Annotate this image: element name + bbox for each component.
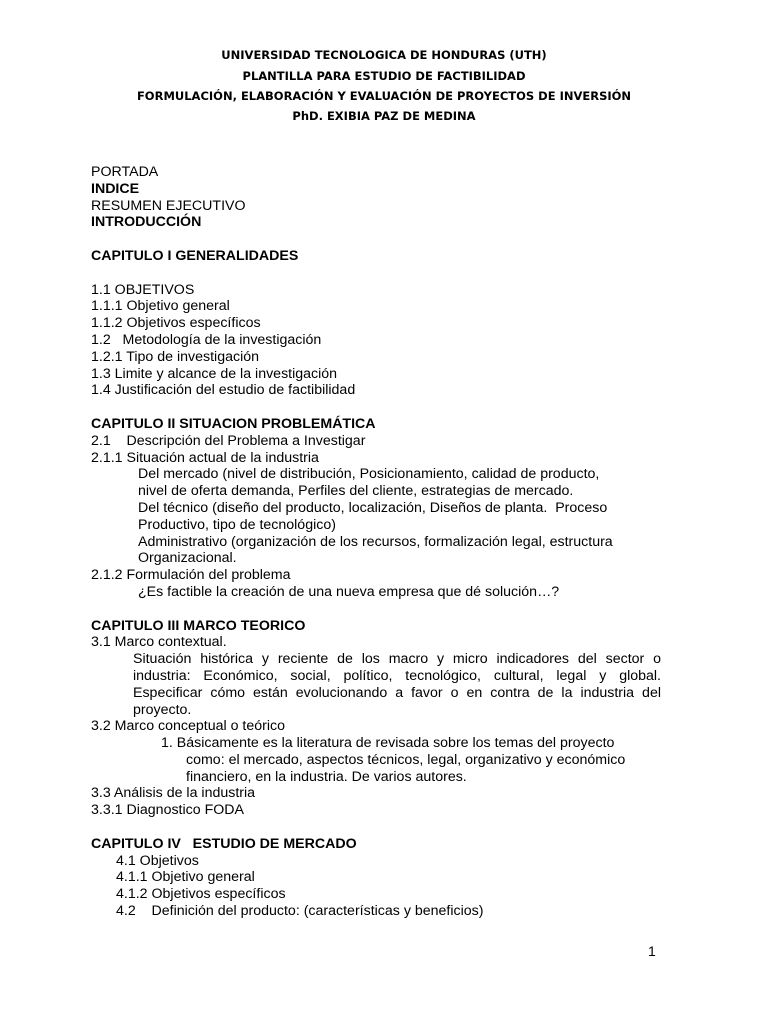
toc-item: 1.4 Justificación del estudio de factibilidad	[91, 382, 356, 399]
toc-item: 1.1 OBJETIVOS	[91, 281, 195, 298]
toc-resumen: RESUMEN EJECUTIVO	[91, 197, 246, 214]
toc-detail: 1. Básicamente es la literatura de revisada sobre los temas del proyecto	[161, 735, 615, 752]
toc-item: 4.1.2 Objetivos específicos	[116, 886, 286, 903]
page-number: 1	[648, 943, 656, 959]
chapter-2-title: CAPITULO II SITUACION PROBLEMÁTICA	[91, 415, 376, 432]
toc-item: 1.2 Metodología de la investigación	[91, 331, 322, 348]
toc-item: 4.1 Objetivos	[116, 852, 199, 869]
toc-item: 3.1 Marco contextual.	[91, 634, 227, 651]
toc-detail: Administrativo (organización de los recursos, formalización legal, estructura	[138, 533, 613, 550]
toc-item: 3.3 Análisis de la industria	[91, 785, 256, 802]
toc-detail: financiero, en la industria. De varios autores.	[186, 768, 467, 785]
toc-item: 2.1 Descripción del Problema a Investigar	[91, 432, 366, 449]
header-university: UNIVERSIDAD TECNOLOGICA DE HONDURAS (UTH)	[221, 48, 547, 62]
chapter-4-title: CAPITULO IV ESTUDIO DE MERCADO	[91, 835, 357, 852]
toc-item: 3.3.1 Diagnostico FODA	[91, 802, 244, 819]
toc-item: 2.1.2 Formulación del problema	[91, 567, 291, 584]
toc-indice: INDICE	[91, 180, 140, 197]
toc-detail-paragraph: Situación histórica y reciente de los macro y micro indicadores del sector o industria: Económico, social, político, tecnológico, cultural, legal y global. Especificar cómo están evolucionando a favor o en contra de la industria del proyecto.	[133, 651, 661, 718]
toc-detail: nivel de oferta demanda, Perfiles del cliente, estrategias de mercado.	[138, 483, 574, 500]
document-body	[91, 164, 661, 920]
toc-item: 1.2.1 Tipo de investigación	[91, 348, 259, 365]
header-author: PhD. EXIBIA PAZ DE MEDINA	[292, 109, 476, 123]
toc-detail: Del mercado (nivel de distribución, Posicionamiento, calidad de producto,	[138, 466, 600, 483]
toc-item: 2.1.1 Situación actual de la industria	[91, 449, 319, 466]
toc-introduccion: INTRODUCCIÓN	[91, 214, 202, 231]
toc-item: 3.2 Marco conceptual o teórico	[91, 718, 286, 735]
toc-detail: Del técnico (diseño del producto, localización, Diseños de planta. Proceso	[138, 499, 608, 516]
toc-item: 1.1.2 Objetivos específicos	[91, 315, 261, 332]
chapter-3-title: CAPITULO III MARCO TEORICO	[91, 617, 306, 634]
toc-portada: PORTADA	[91, 164, 159, 180]
toc-item: 4.2 Definición del producto: (características y beneficios)	[116, 903, 484, 920]
toc-detail: como: el mercado, aspectos técnicos, legal, organizativo y económico	[186, 751, 626, 768]
header-course: FORMULACIÓN, ELABORACIÓN Y EVALUACIÓN DE PROYECTOS DE INVERSIÓN	[136, 89, 632, 103]
chapter-1-title: CAPITULO I GENERALIDADES	[91, 247, 299, 264]
toc-item: 4.1.1 Objetivo general	[116, 869, 255, 886]
toc-detail: Organizacional.	[138, 550, 237, 567]
toc-detail: Productivo, tipo de tecnológico)	[138, 516, 336, 533]
toc-item: 1.1.1 Objetivo general	[91, 298, 230, 315]
toc-detail: ¿Es factible la creación de una nueva empresa que dé solución…?	[138, 583, 560, 600]
toc-item: 1.3 Limite y alcance de la investigación	[91, 365, 338, 382]
header-template: PLANTILLA PARA ESTUDIO DE FACTIBILIDAD	[242, 69, 526, 83]
